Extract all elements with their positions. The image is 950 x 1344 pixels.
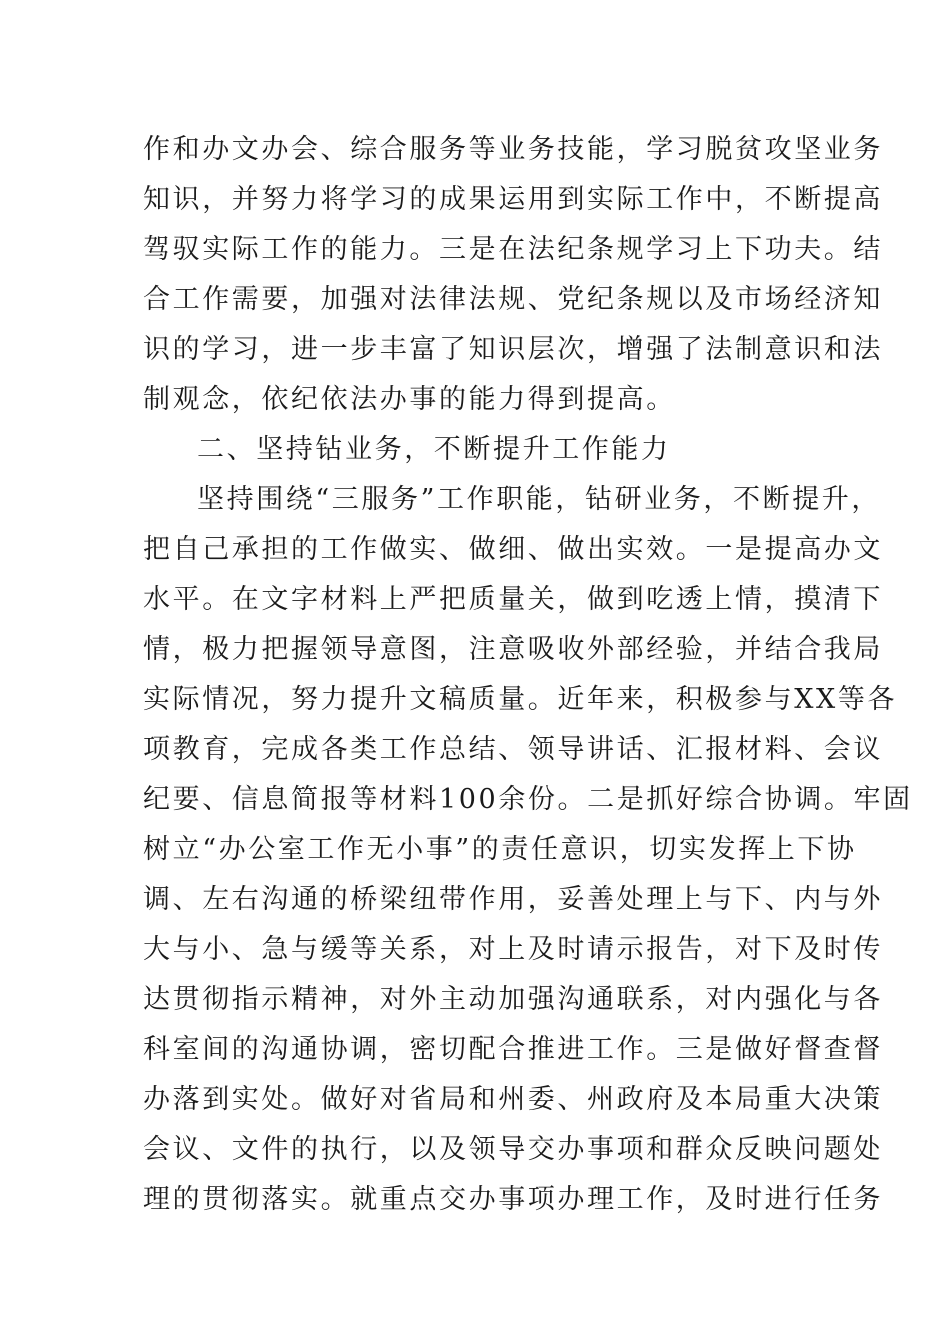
section-heading: 二、坚持钻业务，不断提升工作能力 [197,434,671,465]
body-text-line: 水平。在文字材料上严把质量关，做到吃透上情，摸清下 [143,584,883,615]
body-text-line: 达贯彻指示精神，对外主动加强沟通联系，对内强化与各 [143,984,883,1015]
body-text-line: 项教育，完成各类工作总结、领导讲话、汇报材料、会议 [143,734,883,765]
paragraph-first-line: 坚持围绕“三服务”工作职能，钻研业务，不断提升， [197,484,882,515]
body-text-line: 理的贯彻落实。就重点交办事项办理工作，及时进行任务 [143,1184,883,1215]
body-text-line: 实际情况，努力提升文稿质量。近年来，积极参与XX等各 [143,684,898,715]
body-text-line: 树立“办公室工作无小事”的责任意识，切实发挥上下协 [143,834,857,865]
body-text-line: 纪要、信息简报等材料100余份。二是抓好综合协调。牢固 [143,784,913,815]
body-text-line: 制观念，依纪依法办事的能力得到提高。 [143,384,676,415]
body-text-line: 情，极力把握领导意图，注意吸收外部经验，并结合我局 [143,634,883,665]
body-text-line: 驾驭实际工作的能力。三是在法纪条规学习上下功夫。结 [143,234,883,265]
body-text-line: 作和办文办会、综合服务等业务技能，学习脱贫攻坚业务 [143,134,883,165]
body-text-line: 会议、文件的执行，以及领导交办事项和群众反映问题处 [143,1134,883,1165]
body-text-line: 合工作需要，加强对法律法规、党纪条规以及市场经济知 [143,284,883,315]
body-text-line: 调、左右沟通的桥梁纽带作用，妥善处理上与下、内与外 [143,884,883,915]
body-text-line: 办落到实处。做好对省局和州委、州政府及本局重大决策 [143,1084,883,1115]
body-text-line: 把自己承担的工作做实、做细、做出实效。一是提高办文 [143,534,883,565]
body-text-line: 大与小、急与缓等关系，对上及时请示报告，对下及时传 [143,934,883,965]
body-text-line: 科室间的沟通协调，密切配合推进工作。三是做好督查督 [143,1034,883,1065]
body-text-line: 知识，并努力将学习的成果运用到实际工作中，不断提高 [143,184,883,215]
body-text-line: 识的学习，进一步丰富了知识层次，增强了法制意识和法 [143,334,883,365]
